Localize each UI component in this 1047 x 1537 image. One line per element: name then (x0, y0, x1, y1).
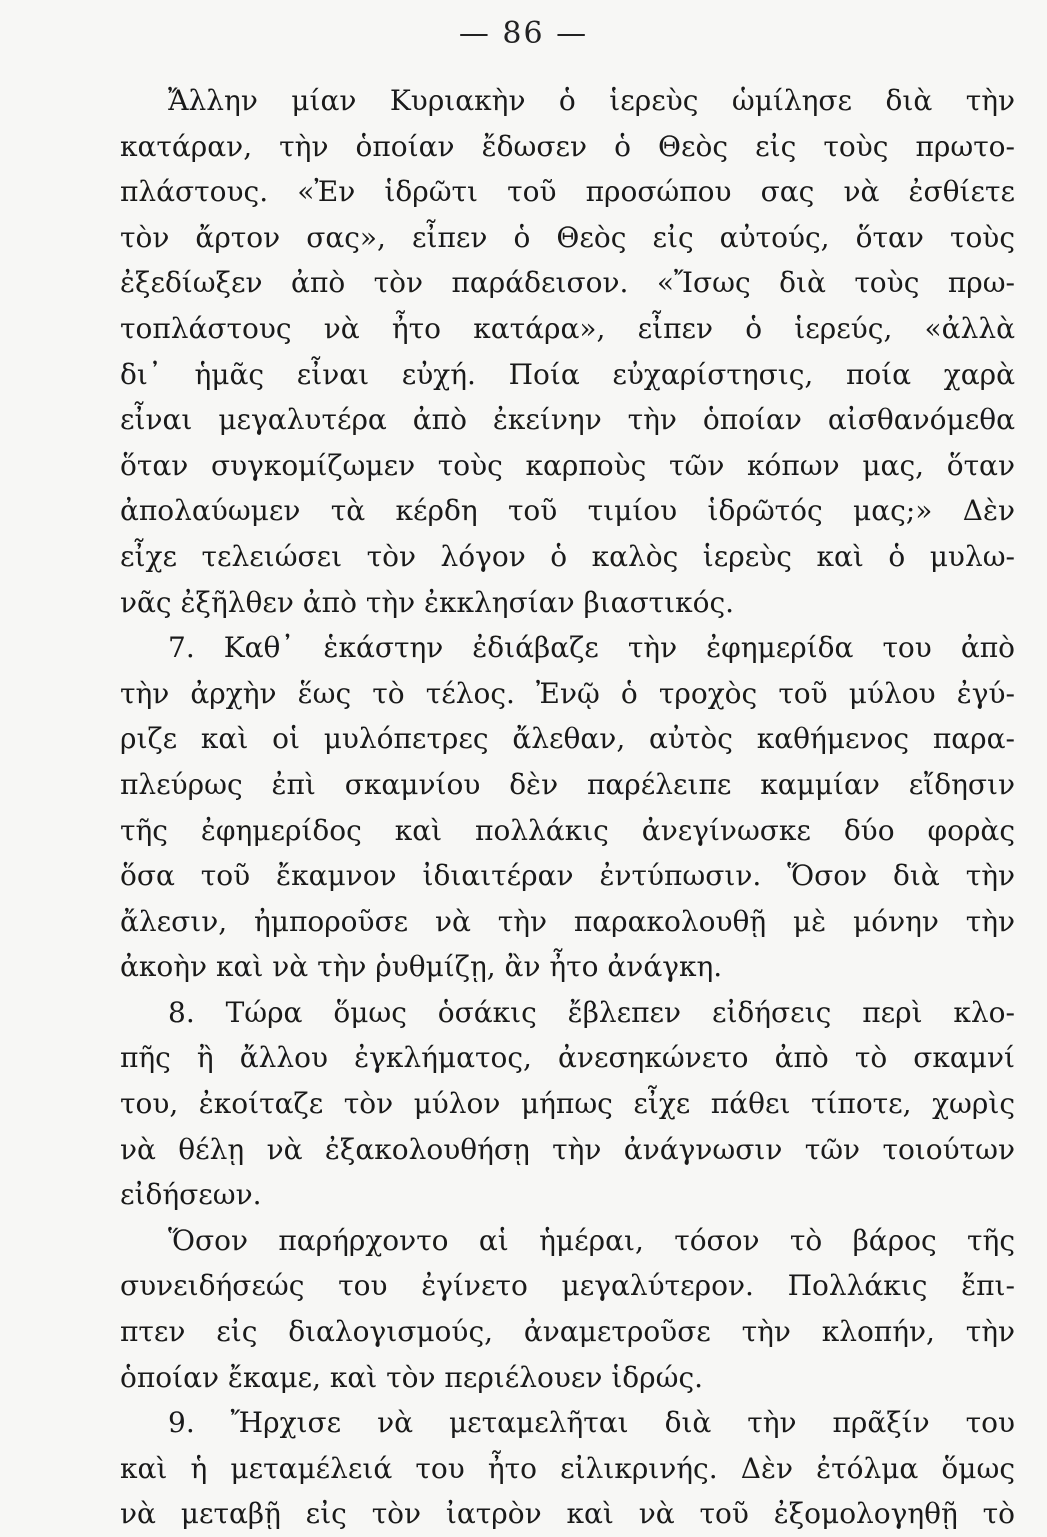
body-text (120, 78, 1015, 1537)
text-line: ριζε καὶ οἱ μυλόπετρες ἄλεθαν, αὐτὸς καθήμενος παρα- (120, 722, 1015, 756)
text-line: του, ἐκοίταζε τὸν μύλον μήπως εἶχε πάθει τίποτε, χωρὶς (120, 1087, 1015, 1121)
text-line: τοπλάστους νὰ ἦτο κατάρα», εἶπεν ὁ ἱερεύς, «ἀλλὰ (120, 311, 1015, 345)
page-number: — 86 — (458, 16, 589, 51)
text-line: εἶχε τελειώσει τὸν λόγον ὁ καλὸς ἱερεὺς καὶ ὁ μυλω- (120, 539, 1015, 573)
text-line: ἀκοὴν καὶ νὰ τὴν ῥυθμίζῃ, ἂν ἦτο ἀνάγκη. (120, 950, 723, 984)
text-line: πῆς ἢ ἄλλου ἐγκλήματος, ἀνεσηκώνετο ἀπὸ τὸ σκαμνί (120, 1041, 1015, 1075)
text-line: ὁποίαν ἔκαμε, καὶ τὸν περιέλουεν ἱδρώς. (120, 1360, 704, 1394)
text-line: δι᾽ ἡμᾶς εἶναι εὐχή. Ποία εὐχαρίστησις, ποία χαρὰ (120, 357, 1015, 391)
text-line: νᾶς ἐξῆλθεν ἀπὸ τὴν ἐκκλησίαν βιαστικός. (120, 585, 735, 619)
text-line: 8. Τώρα ὅμως ὁσάκις ἔβλεπεν εἰδήσεις περὶ κλο- (168, 995, 1015, 1029)
text-line: συνειδήσεώς του ἐγίνετο μεγαλύτερον. Πολλάκις ἔπι- (120, 1269, 1015, 1303)
text-line: κατάραν, τὴν ὁποίαν ἔδωσεν ὁ Θεὸς εἰς τοὺς πρωτο- (120, 129, 1015, 163)
text-line: τὸν ἄρτον σας», εἶπεν ὁ Θεὸς εἰς αὐτούς, ὅταν τοὺς (120, 220, 1015, 254)
text-line: ἄλεσιν, ἠμποροῦσε νὰ τὴν παρακολουθῇ μὲ μόνην τὴν (120, 904, 1015, 938)
text-line: καὶ ἡ μεταμέλειά του ἦτο εἰλικρινής. Δὲν ἐτόλμα ὅμως (120, 1451, 1015, 1485)
text-line: 9. Ἤρχισε νὰ μεταμελῆται διὰ τὴν πρᾶξίν του (168, 1406, 1015, 1440)
text-line: ὅταν συγκομίζωμεν τοὺς καρποὺς τῶν κόπων μας, ὅταν (120, 448, 1015, 482)
text-line: Ἄλλην μίαν Κυριακὴν ὁ ἱερεὺς ὡμίλησε διὰ τὴν (168, 84, 1015, 117)
text-line: εἰδήσεων. (120, 1178, 262, 1212)
text-line: τὴν ἀρχὴν ἕως τὸ τέλος. Ἐνῷ ὁ τροχὸς τοῦ μύλου ἐγύ- (120, 676, 1015, 710)
text-line: ὅσα τοῦ ἔκαμνον ἰδιαιτέραν ἐντύπωσιν. Ὅσον διὰ τὴν (120, 859, 1015, 893)
text-line: πλάστους. «Ἐν ἱδρῶτι τοῦ προσώπου σας νὰ ἐσθίετε (120, 175, 1015, 209)
text-line: ἀπολαύωμεν τὰ κέρδη τοῦ τιμίου ἱδρῶτός μας;» Δὲν (120, 494, 1015, 528)
text-line: νὰ θέλῃ νὰ ἐξακολουθήσῃ τὴν ἀνάγνωσιν τῶν τοιούτων (120, 1132, 1015, 1166)
text-line: πλεύρως ἐπὶ σκαμνίου δὲν παρέλειπε καμμίαν εἴδησιν (120, 767, 1015, 801)
text-line: 7. Καθ᾽ ἑκάστην ἐδιάβαζε τὴν ἐφημερίδα του ἀπὸ (168, 631, 1015, 665)
text-line: Ὅσον παρήρχοντο αἱ ἡμέραι, τόσον τὸ βάρος τῆς (168, 1223, 1015, 1257)
text-line: εἶναι μεγαλυτέρα ἀπὸ ἐκείνην τὴν ὁποίαν αἰσθανόμεθα (120, 403, 1015, 437)
text-line: νὰ μεταβῇ εἰς τὸν ἰατρὸν καὶ νὰ τοῦ ἐξομολογηθῇ τὸ (120, 1497, 1015, 1531)
text-line: τῆς ἐφημερίδος καὶ πολλάκις ἀνεγίνωσκε δύο φορὰς (120, 813, 1015, 847)
text-line: ἐξεδίωξεν ἀπὸ τὸν παράδεισον. «Ἴσως διὰ τοὺς πρω- (120, 266, 1015, 300)
text-line: πτεν εἰς διαλογισμούς, ἀναμετροῦσε τὴν κλοπήν, τὴν (120, 1315, 1015, 1349)
